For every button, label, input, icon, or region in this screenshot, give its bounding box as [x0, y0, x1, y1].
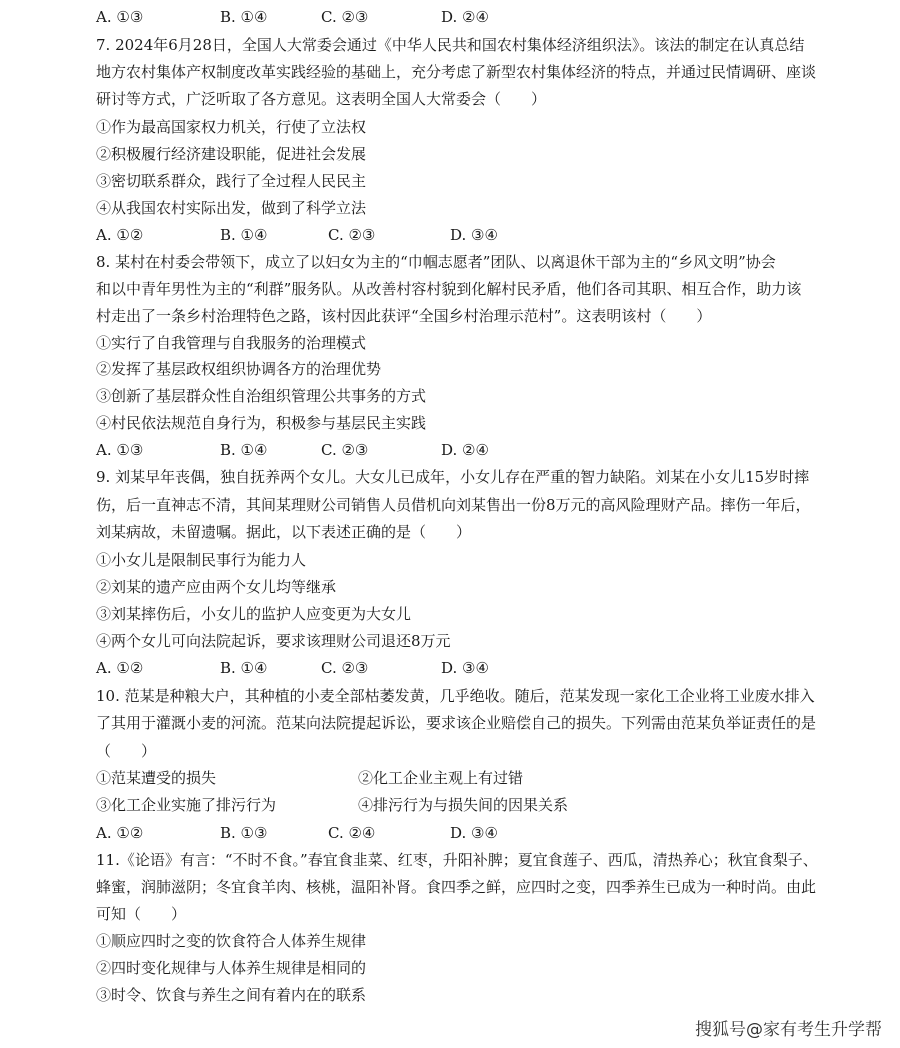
q9-item-2: ②刘某的遗产应由两个女儿均等继承 — [96, 578, 337, 596]
q10-option-d[interactable]: D. ③④ — [450, 824, 498, 842]
q10-item-3: ③化工企业实施了排污行为 — [96, 796, 277, 814]
q10-option-a[interactable]: A. ①② — [96, 824, 144, 842]
q9-option-b[interactable]: B. ①④ — [220, 659, 268, 677]
watermark: 搜狐号@家有考生升学帮 — [695, 1020, 882, 1040]
q10-option-b[interactable]: B. ①③ — [220, 824, 268, 842]
q10-stem-line-2: 了其用于灌溉小麦的河流。范某向法院提起诉讼，要求该企业赔偿自己的损失。下列需由范某负举证责任的是 — [96, 714, 817, 732]
q7-item-2: ②积极履行经济建设职能，促进社会发展 — [96, 145, 367, 163]
q10-item-1: ①范某遭受的损失 — [96, 769, 217, 787]
q7-stem-line-3: 研讨等方式，广泛听取了各方意见。这表明全国人大常委会（ ） — [96, 90, 547, 108]
q9-item-1: ①小女儿是限制民事行为能力人 — [96, 551, 307, 569]
q10-items-row-2 — [96, 794, 796, 816]
q9-option-d[interactable]: D. ③④ — [441, 659, 489, 677]
q9-stem-line-1: 9. 刘某早年丧偶，独自抚养两个女儿。大女儿已成年，小女儿存在严重的智力缺陷。刘某在小女儿15岁时摔 — [96, 468, 810, 486]
q7-item-3: ③密切联系群众，践行了全过程人民民主 — [96, 172, 367, 190]
q10-items-row-1 — [96, 767, 796, 789]
q8-stem-line-3: 村走出了一条乡村治理特色之路，该村因此获评“全国乡村治理示范村”。这表明该村（ ） — [96, 307, 712, 325]
q8-option-a[interactable]: A. ①③ — [96, 441, 144, 459]
q9-option-a[interactable]: A. ①② — [96, 659, 144, 677]
q10-options — [96, 822, 796, 844]
q8-item-1: ①实行了自我管理与自我服务的治理模式 — [96, 334, 367, 352]
q6-option-b[interactable]: B. ①④ — [220, 8, 268, 26]
q11-stem-line-3: 可知（ ） — [96, 905, 187, 923]
q7-option-c[interactable]: C. ②③ — [328, 226, 376, 244]
q8-stem-line-1: 8. 某村在村委会带领下，成立了以妇女为主的“巾帼志愿者”团队、以离退休干部为主的“乡风文明”协会 — [96, 253, 776, 271]
q7-stem-line-2: 地方农村集体产权制度改革实践经验的基础上，充分考虑了新型农村集体经济的特点，并通过民情调研、座谈 — [96, 63, 817, 81]
q11-item-3: ③时令、饮食与养生之间有着内在的联系 — [96, 986, 367, 1004]
q8-option-c[interactable]: C. ②③ — [321, 441, 369, 459]
q7-options — [96, 224, 796, 246]
q6-option-a[interactable]: A. ①③ — [96, 8, 144, 26]
q11-stem-line-1: 11.《论语》有言：“不时不食。”春宜食韭菜、红枣，升阳补脾；夏宜食莲子、西瓜，清热养心；秋宜食梨子、 — [96, 851, 818, 869]
q9-options — [96, 657, 796, 679]
q10-item-4: ④排污行为与损失间的因果关系 — [358, 796, 569, 814]
q8-stem-line-2: 和以中青年男性为主的“利群”服务队。从改善村容村貌到化解村民矛盾，他们各司其职、相互合作，助力该 — [96, 280, 802, 298]
q8-option-b[interactable]: B. ①④ — [220, 441, 268, 459]
q9-stem-line-3: 刘某病故，未留遗嘱。据此，以下表述正确的是（ ） — [96, 523, 472, 541]
q9-stem-line-2: 伤，后一直神志不清，其间某理财公司销售人员借机向刘某售出一份8万元的高风险理财产品。摔伤一年后， — [96, 496, 811, 514]
q8-option-d[interactable]: D. ②④ — [441, 441, 489, 459]
q10-option-c[interactable]: C. ②④ — [328, 824, 376, 842]
q6-option-d[interactable]: D. ②④ — [441, 8, 489, 26]
q11-stem-line-2: 蜂蜜，润肺滋阴；冬宜食羊肉、核桃，温阳补肾。食四季之鲜，应四时之变，四季养生已成为一种时尚。由此 — [96, 878, 817, 896]
q10-item-2: ②化工企业主观上有过错 — [358, 769, 524, 787]
q7-option-a[interactable]: A. ①② — [96, 226, 144, 244]
q7-item-1: ①作为最高国家权力机关，行使了立法权 — [96, 118, 367, 136]
q7-item-4: ④从我国农村实际出发，做到了科学立法 — [96, 199, 367, 217]
q11-item-2: ②四时变化规律与人体养生规律是相同的 — [96, 959, 367, 977]
q9-item-3: ③刘某摔伤后，小女儿的监护人应变更为大女儿 — [96, 605, 412, 623]
q6-options — [96, 6, 796, 28]
q8-item-3: ③创新了基层群众性自治组织管理公共事务的方式 — [96, 387, 427, 405]
q8-item-4: ④村民依法规范自身行为，积极参与基层民主实践 — [96, 414, 427, 432]
q8-item-2: ②发挥了基层政权组织协调各方的治理优势 — [96, 360, 382, 378]
q7-option-d[interactable]: D. ③④ — [450, 226, 498, 244]
q10-stem-line-3: （ ） — [96, 742, 157, 760]
q9-item-4: ④两个女儿可向法院起诉，要求该理财公司退还8万元 — [96, 632, 451, 650]
q7-option-b[interactable]: B. ①④ — [220, 226, 268, 244]
q11-item-1: ①顺应四时之变的饮食符合人体养生规律 — [96, 932, 367, 950]
q8-options — [96, 439, 796, 461]
q6-option-c[interactable]: C. ②③ — [321, 8, 369, 26]
q7-stem-line-1: 7. 2024年6月28日，全国人大常委会通过《中华人民共和国农村集体经济组织法》。该法的制定在认真总结 — [96, 36, 805, 54]
q9-option-c[interactable]: C. ②③ — [321, 659, 369, 677]
q10-stem-line-1: 10. 范某是种粮大户，其种植的小麦全部枯萎发黄，几乎绝收。随后，范某发现一家化工企业将工业废水排入 — [96, 687, 815, 705]
